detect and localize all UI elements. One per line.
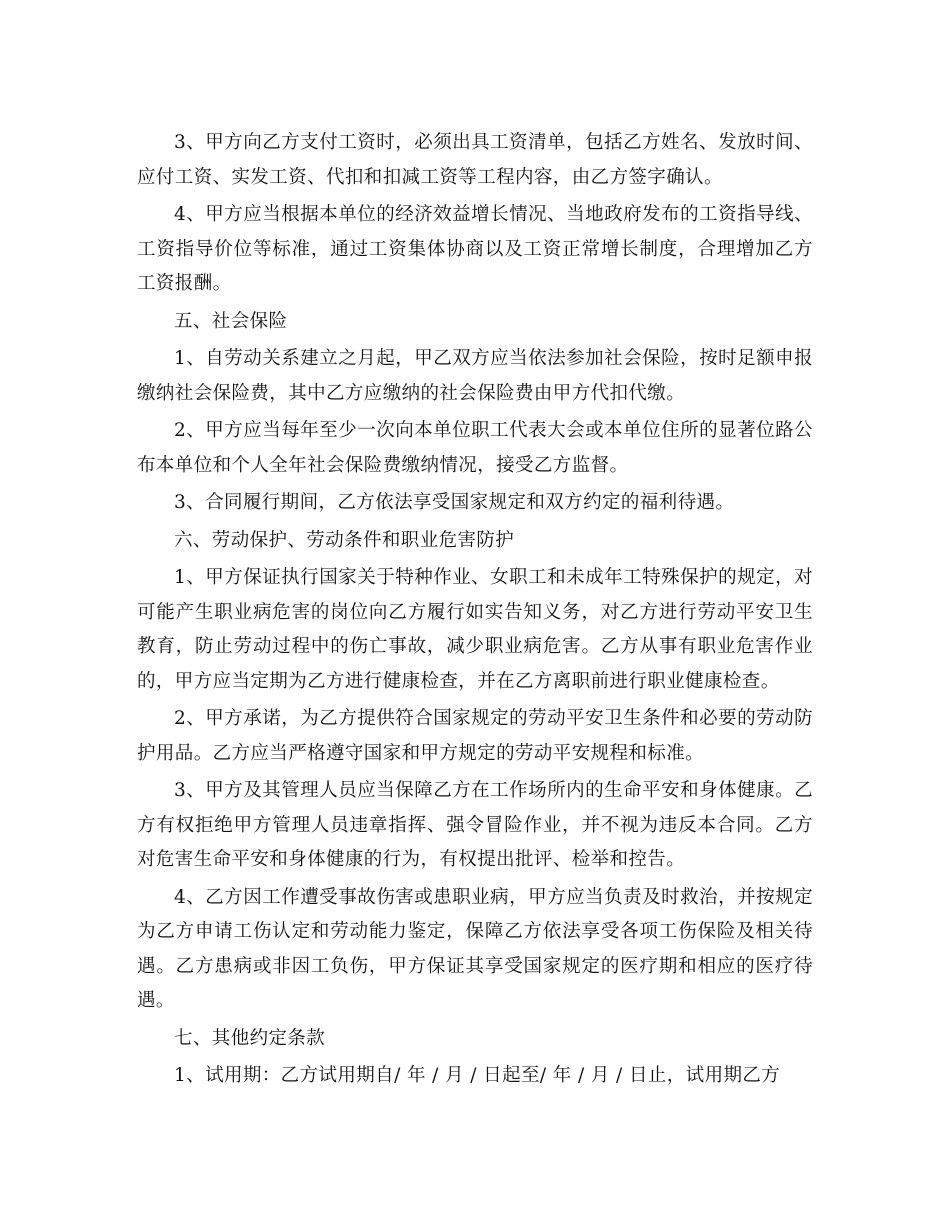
clause-6-4-work-injury: 4、乙方因工作遭受事故伤害或患职业病，甲方应当负责及时救治，并按规定为乙方申请工伤认定和劳动能力鉴定，保障乙方依法享受各项工伤保险及相关待遇。乙方患病或非因工负伤，甲方保证其享受国家规定的医疗期和相应的医疗待遇。 (137, 886, 813, 1011)
clause-6-2-safety-conditions: 2、甲方承诺，为乙方提供符合国家规定的劳动平安卫生条件和必要的劳动防护用品。乙方应当严格遵守国家和甲方规定的劳动平安规程和标准。 (137, 708, 813, 764)
section-heading-social-insurance: 五、社会保险 (174, 310, 288, 332)
clause-6-1-special-protection: 1、甲方保证执行国家关于特种作业、女职工和未成年工特殊保护的规定，对可能产生职业病危害的岗位向乙方履行如实告知义务，对乙方进行劳动平安卫生教育，防止劳动过程中的伤亡事故，减少职业病危害。乙方从事有职业危害作业的，甲方应当定期为乙方进行健康检查，并在乙方离职前进行职业健康检查。 (137, 567, 813, 692)
section-heading-labor-protection: 六、劳动保护、劳动条件和职业危害防护 (174, 529, 515, 551)
clause-4-3-wage-slip: 3、甲方向乙方支付工资时，必须出具工资清单，包括乙方姓名、发放时间、应付工资、实发工资、代扣和扣减工资等工程内容，由乙方签字确认。 (137, 132, 813, 188)
clause-6-3-workplace-safety: 3、甲方及其管理人员应当保障乙方在工作场所内的生命平安和身体健康。乙方有权拒绝甲方管理人员违章指挥、强令冒险作业，并不视为违反本合同。乙方对危害生命平安和身体健康的行为，有权提出批评、检举和控告。 (137, 780, 813, 870)
clause-7-1-probation: 1、试用期：乙方试用期自/ 年 / 月 / 日起至/ 年 / 月 / 日止，试用期乙方 (174, 1065, 781, 1086)
clause-5-3-welfare: 3、合同履行期间，乙方依法享受国家规定和双方约定的福利待遇。 (174, 492, 735, 513)
clause-4-4-wage-increase: 4、甲方应当根据本单位的经济效益增长情况、当地政府发布的工资指导线、工资指导价位等标准，通过工资集体协商以及工资正常增长制度，合理增加乙方工资报酬。 (137, 204, 813, 294)
document-body (137, 126, 813, 1097)
section-heading-other-terms: 七、其他约定条款 (174, 1027, 326, 1049)
clause-5-2-insurance-disclosure: 2、甲方应当每年至少一次向本单位职工代表大会或本单位住所的显著位路公布本单位和个人全年社会保险费缴纳情况，接受乙方监督。 (137, 420, 813, 476)
clause-5-1-insurance-enrollment: 1、自劳动关系建立之月起，甲乙双方应当依法参加社会保险，按时足额申报缴纳社会保险费，其中乙方应缴纳的社会保险费由甲方代扣代缴。 (137, 348, 813, 404)
